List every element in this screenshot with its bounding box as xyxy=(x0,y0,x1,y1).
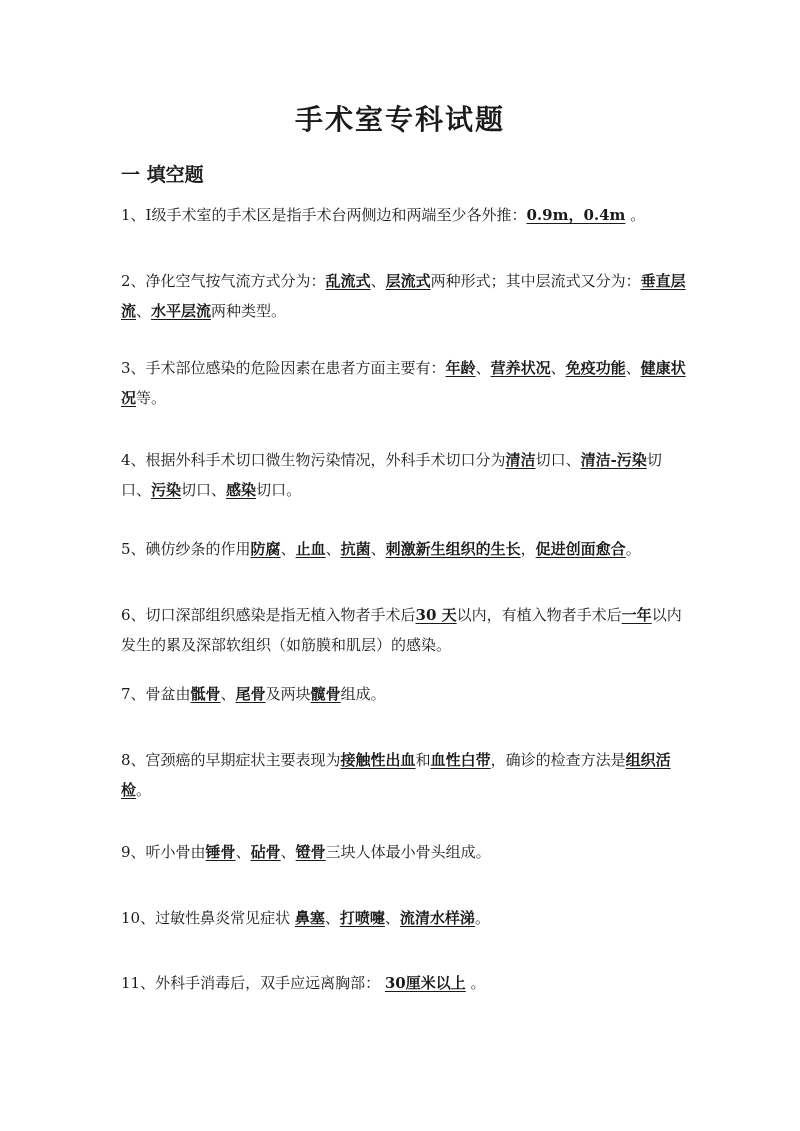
question-text: 7、骨盆由 xyxy=(121,685,191,703)
question-text: 三块人体最小骨头组成。 xyxy=(325,843,491,861)
answer-blank: 接触性出血 xyxy=(340,751,416,769)
question-1 xyxy=(121,200,691,230)
answer-blank: 健康状况 xyxy=(121,359,686,407)
answer-blank: 锤骨 xyxy=(205,843,236,861)
answer-blank: 鼻塞 xyxy=(294,909,325,927)
question-text: 、 xyxy=(280,540,296,558)
question-text: 、 xyxy=(384,909,400,927)
answer-blank: 促进创面愈合 xyxy=(535,540,626,558)
question-text: 、 xyxy=(370,272,386,290)
question-4 xyxy=(121,445,691,505)
question-text: 2、净化空气按气流方式分为： xyxy=(121,272,326,290)
question-11 xyxy=(121,968,691,998)
question-text: 等。 xyxy=(136,389,167,407)
question-text: 、 xyxy=(550,359,566,377)
answer-blank: 骶骨 xyxy=(190,685,221,703)
document-title: 手术室专科试题 xyxy=(294,103,505,136)
question-8 xyxy=(121,745,691,805)
question-text: 切口、 xyxy=(121,451,662,499)
question-9 xyxy=(121,837,691,867)
answer-blank: 组织活检 xyxy=(121,751,671,799)
question-text: 切口、 xyxy=(535,451,581,469)
question-text: 和 xyxy=(415,751,431,769)
question-text: 、 xyxy=(235,843,251,861)
question-text: 、 xyxy=(625,359,641,377)
answer-blank: 0.9m，0.4m xyxy=(526,206,626,224)
question-5 xyxy=(121,534,691,564)
question-text: 5、碘仿纱条的作用 xyxy=(121,540,251,558)
question-text: 、 xyxy=(324,909,340,927)
question-text: 9、听小骨由 xyxy=(121,843,206,861)
answer-blank: 垂直层流 xyxy=(121,272,686,320)
question-text: ，确诊的检查方法是 xyxy=(490,751,626,769)
answer-blank: 打喷嚏 xyxy=(339,909,385,927)
question-text: 4、根据外科手术切口微生物污染情况，外科手术切口分为 xyxy=(121,451,506,469)
answer-blank: 尾骨 xyxy=(235,685,266,703)
answer-blank: 感染 xyxy=(226,481,257,499)
answer-blank: 免疫功能 xyxy=(565,359,626,377)
question-text: 11、外科手消毒后，双手应远离胸部： xyxy=(121,974,385,992)
answer-blank: 营养状况 xyxy=(490,359,551,377)
answer-blank: 清洁-污染 xyxy=(580,451,647,469)
question-text: 。 xyxy=(625,206,646,224)
question-text: 8、宫颈癌的早期症状主要表现为 xyxy=(121,751,341,769)
answer-blank: 血性白带 xyxy=(430,751,491,769)
question-2 xyxy=(121,266,691,326)
section-heading: 一 填空题 xyxy=(121,164,204,186)
question-text: ， xyxy=(520,540,536,558)
answer-blank: 髋骨 xyxy=(310,685,341,703)
answer-blank: 刺激新生组织的生长 xyxy=(385,540,521,558)
question-text: 。 xyxy=(474,909,490,927)
answer-blank: 砧骨 xyxy=(250,843,281,861)
question-text: 两种类型。 xyxy=(211,302,287,320)
question-text: 、 xyxy=(370,540,386,558)
question-text: 、 xyxy=(325,540,341,558)
answer-blank: 防腐 xyxy=(250,540,281,558)
question-text: 及两块 xyxy=(265,685,311,703)
question-text: 、 xyxy=(280,843,296,861)
question-text: 。 xyxy=(465,974,486,992)
answer-blank: 清洁 xyxy=(505,451,536,469)
question-text: 切口、 xyxy=(181,481,227,499)
question-text: 切口。 xyxy=(256,481,302,499)
question-text: 两种形式；其中层流式又分为： xyxy=(430,272,641,290)
question-3 xyxy=(121,353,691,413)
question-text: 10、过敏性鼻炎常见症状 xyxy=(121,909,295,927)
question-text: 6、切口深部组织感染是指无植入物者手术后 xyxy=(121,606,416,624)
question-text: 。 xyxy=(136,781,152,799)
answer-blank: 流清水样涕 xyxy=(399,909,475,927)
question-text: 组成。 xyxy=(340,685,386,703)
answer-blank: 30厘米以上 xyxy=(384,974,466,992)
question-text: 。 xyxy=(625,540,641,558)
question-text: 、 xyxy=(475,359,491,377)
answer-blank: 一年 xyxy=(621,606,652,624)
question-7 xyxy=(121,679,691,709)
answer-blank: 水平层流 xyxy=(151,302,212,320)
answer-blank: 乱流式 xyxy=(325,272,371,290)
question-text: 3、手术部位感染的危险因素在患者方面主要有： xyxy=(121,359,446,377)
question-text: 1、Ⅰ级手术室的手术区是指手术台两侧边和两端至少各外推： xyxy=(121,206,527,224)
question-text: 以内，有植入物者手术后 xyxy=(456,606,622,624)
question-text: 、 xyxy=(220,685,236,703)
answer-blank: 30 天 xyxy=(415,606,457,624)
question-text: 以内发生的累及深部软组织（如筋膜和肌层）的感染。 xyxy=(121,606,682,654)
answer-blank: 层流式 xyxy=(385,272,431,290)
answer-blank: 抗菌 xyxy=(340,540,371,558)
question-text: 、 xyxy=(136,302,152,320)
answer-blank: 年龄 xyxy=(445,359,476,377)
question-10 xyxy=(121,903,691,933)
question-6 xyxy=(121,600,691,660)
answer-blank: 止血 xyxy=(295,540,326,558)
answer-blank: 镫骨 xyxy=(295,843,326,861)
answer-blank: 污染 xyxy=(151,481,182,499)
